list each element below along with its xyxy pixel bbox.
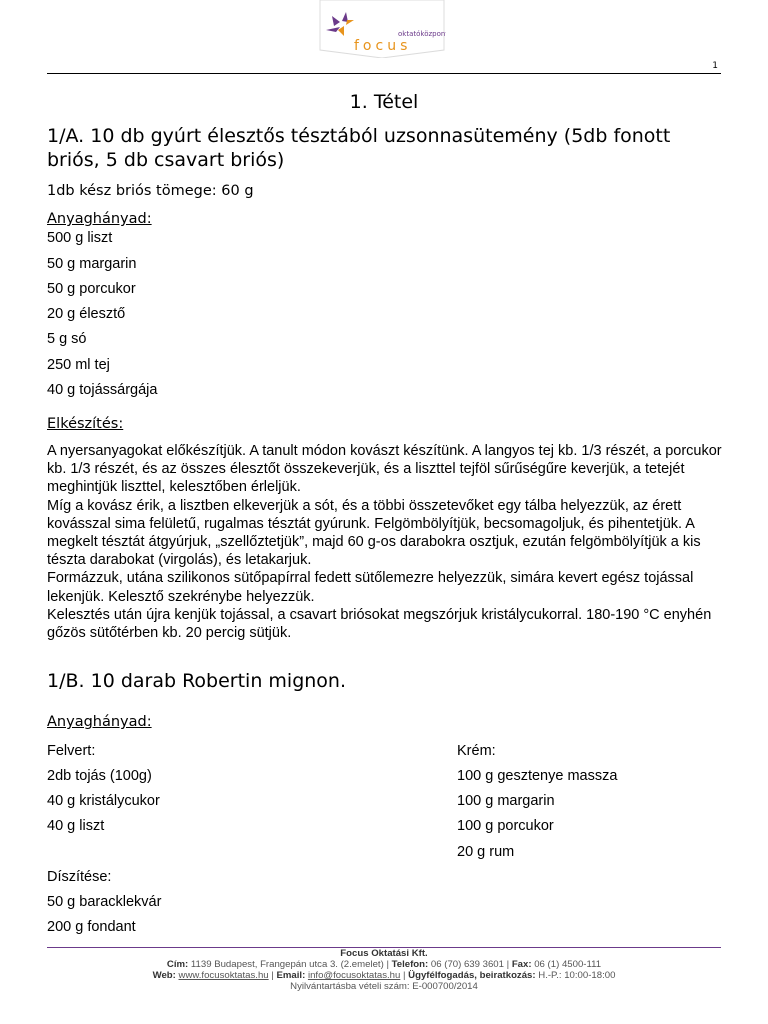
cream-item: 100 g porcukor	[457, 818, 554, 834]
footer-hours: H.-P.: 10:00-18:00	[538, 970, 616, 981]
footer-phone-label: Telefon:	[391, 959, 429, 970]
section-b-heading: 1/B. 10 darab Robertin mignon.	[47, 670, 347, 692]
footer-web-link[interactable]: www.focusoktatas.hu	[178, 970, 269, 981]
footer-registry: Nyilvántartásba vételi szám: E-000700/2014	[290, 981, 478, 992]
footer-address: 1139 Budapest, Frangepán utca 3. (2.emelet)	[190, 959, 384, 970]
ingredient-item: 20 g élesztő	[47, 306, 126, 322]
section-a-ingredients-label: Anyaghányad:	[47, 211, 152, 227]
footer-contact-line: Cím: 1139 Budapest, Frangepán utca 3. (2.emelet) | Telefon: 06 (70) 639 3601 | Fax: 06 (1) 4500-111	[166, 959, 602, 970]
method-paragraph: Formázzuk, utána szilikonos sütőpapírral fedett sütőlemezre helyezzük, simára kevert egész tojással lekenjük. Kelesztő szekrénybe helyezzük.	[47, 570, 694, 605]
decoration-item: 200 g fondant	[47, 919, 136, 935]
logo-graphic	[318, 0, 446, 58]
method-paragraph: Míg a kovász érik, a lisztben elkeverjük a sót, és a többi összetevőket egy tálba helyezzük, az érett kovásszal sima felületű, rugalmas tésztát gyúrunk. Felgömbölyítjük, becsomagoljuk, és pihentetjük. A megkelt tésztát átgyúrjuk, „szellőztetjük”, majd 60 g-os darabokra osztjuk, ezután felgömbölyítjük a kis tészta darabokat (virgolás), és letakarjuk.	[47, 497, 701, 569]
sponge-item: 40 g liszt	[47, 818, 105, 834]
footer-fax: 06 (1) 4500-111	[534, 959, 602, 970]
sponge-item: 40 g kristálycukor	[47, 793, 160, 809]
method-paragraph: A nyersanyagokat előkészítjük. A tanult módon kovászt készítünk. A langyos tej kb. 1/3 részét, a porcukor kb. 1/3 részét, és az összes élesztőt összekeverjük, és a liszttel tejföl sűrűségűre keverjük, a tetejét meghintjük liszttel, kelesztőben érleljük.	[47, 443, 722, 496]
decoration-label: Díszítése:	[47, 869, 112, 885]
page-number: 1	[712, 61, 718, 71]
footer-email-label: Email:	[276, 970, 306, 981]
footer-hours-label: Ügyfélfogadás, beiratkozás:	[408, 970, 536, 981]
footer-web-line: Web: www.focusoktatas.hu | Email: info@focusoktatas.hu | Ügyfélfogadás, beiratkozás: H.-P.: 10:00-18:00	[152, 970, 616, 981]
ingredient-item: 500 g liszt	[47, 230, 113, 246]
document-title: 1. Tétel	[349, 91, 419, 113]
section-a-method	[47, 442, 723, 642]
cream-label: Krém:	[457, 743, 496, 759]
footer-phone: 06 (70) 639 3601	[430, 959, 504, 970]
ingredient-item: 5 g só	[47, 331, 87, 347]
section-a-note: 1db kész briós tömege: 60 g	[47, 183, 254, 199]
method-paragraph: Kelesztés után újra kenjük tojással, a csavart briósokat megszórjuk kristálycukorral. 180-190 °C enyhén gőzös sütőtérben kb. 20 percig sütjük.	[47, 606, 712, 642]
company-logo	[318, 0, 446, 58]
footer-fax-label: Fax:	[511, 959, 532, 970]
footer-email-link[interactable]: info@focusoktatas.hu	[307, 970, 401, 981]
section-b-ingredients-label: Anyaghányad:	[47, 714, 152, 730]
cream-item: 100 g gesztenye massza	[457, 768, 618, 784]
section-a-heading: 1/A. 10 db gyúrt élesztős tésztából uzsonnasütemény (5db fonott briós, 5 db csavart briós)	[47, 125, 671, 171]
sponge-item: 2db tojás (100g)	[47, 768, 152, 784]
cream-item: 100 g margarin	[457, 793, 555, 809]
footer-company: Focus Oktatási Kft.	[340, 948, 428, 959]
cream-item: 20 g rum	[457, 844, 515, 860]
ingredient-item: 250 ml tej	[47, 357, 110, 373]
section-a-method-label: Elkészítés:	[47, 416, 124, 432]
decoration-item: 50 g baracklekvár	[47, 894, 162, 910]
svg-text:oktatóközpont: oktatóközpont	[398, 30, 446, 38]
header-rule	[47, 73, 721, 74]
ingredient-item: 40 g tojássárgája	[47, 382, 158, 398]
svg-text:focus: focus	[354, 38, 412, 54]
sponge-label: Felvert:	[47, 743, 96, 759]
footer-address-label: Cím:	[166, 959, 189, 970]
page-footer	[0, 948, 768, 992]
ingredient-item: 50 g porcukor	[47, 281, 136, 297]
ingredient-item: 50 g margarin	[47, 256, 137, 272]
footer-web-label: Web:	[152, 970, 176, 981]
